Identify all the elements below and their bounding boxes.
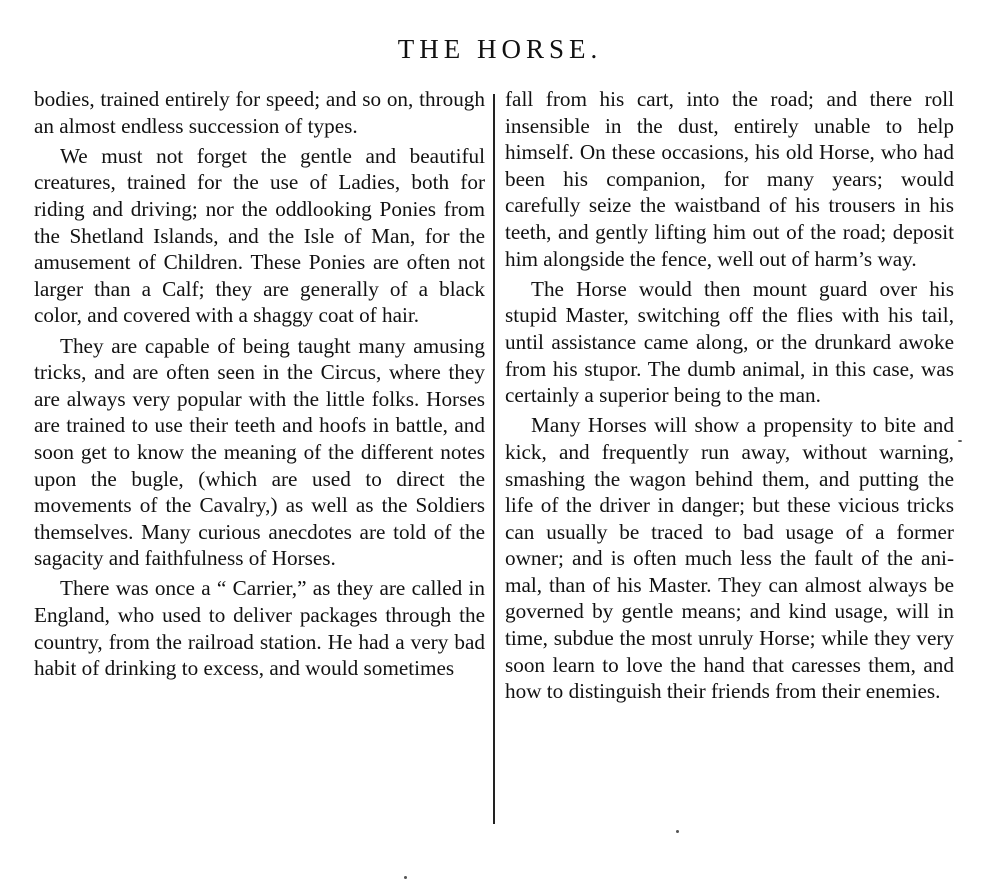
print-speck [958,440,962,442]
left-column [34,86,485,685]
print-speck [404,876,407,879]
page-title: THE HORSE. [397,34,603,64]
paragraph-continued: bodies, trained entirely for speed; and so on, through an almost endless succession of types. [34,87,485,138]
paragraph-vicious-horses: Many Horses will show a propensity to bite and kick, and frequently run away, without warning, smashing the wagon behind them, and putting the life of the driver in danger; but these vicious tricks can usually be traced to bad usage of a former owner; and is often much less the fault of the animal, than of his Master. They can almost always be governed by gentle means; and kind usage, will in time, subdue the most unruly Horse; while they very soon learn to love the hand that caresses them, and how to distinguish their friends from their enemies. [505,413,954,704]
paragraph-ponies: We must not forget the gentle and beautiful creatures, trained for the use of Ladies, both for riding and driving; nor the oddlooking Ponies from the Shetland Islands, and the Isle of Man, for the amusement of Children. These Ponies are often not larger than a Calf; they are generally of a black color, and covered with a shaggy coat of hair. [34,143,485,328]
paragraph-carrier-continued: fall from his cart, into the road; and there roll insensible in the dust, entirely unable to help himself. On these occasions, his old Horse, who had been his companion, for many years; would carefully seize the waistband of his trousers in his teeth, and gently lifting him out of the road; deposit him alongside the fence, well out of harm’s way. [505,87,954,271]
column-divider [493,94,495,824]
paragraph-guard: The Horse would then mount guard over his stupid Master, switching off the flies with his tail, until assistance came along, or the drunkard awoke from his stupor. The dumb animal, in this case, was certainly a superior being to the man. [505,276,954,408]
right-column [505,86,954,708]
paragraph-tricks: They are capable of being taught many amusing tricks, and are often seen in the Circus, where they are always very popular with the little folks. Horses are trained to use their teeth and hoofs in battle, and soon get to know the meaning of the different notes upon the bugle, (which are used to direct the movements of the Cavalry,) as well as the Soldiers themselves. Many curious anecdotes are told of the sagacity and faithfulness of Horses. [34,333,485,571]
paragraph-carrier: There was once a “ Carrier,” as they are called in England, who used to deliver packages through the country, from the railroad station. He had a very bad habit of drinking to excess, and would sometimes [34,576,485,681]
print-speck [676,830,679,833]
